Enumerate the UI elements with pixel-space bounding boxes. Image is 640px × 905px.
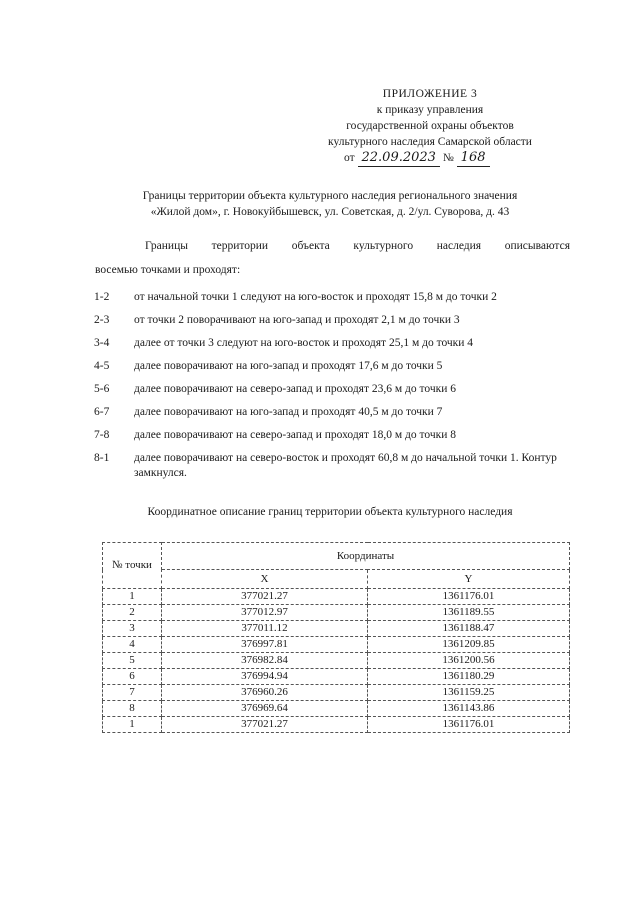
route-item	[94, 405, 584, 420]
y-cell: 1361200.56	[368, 653, 570, 669]
route-description: далее поворачивают на юго-запад и проходят 17,6 м до точки 5	[134, 360, 443, 372]
x-cell: 376960.26	[162, 685, 368, 701]
route-description: далее поворачивают на северо-запад и проходят 18,0 м до точки 8	[134, 429, 456, 441]
x-cell: 377021.27	[162, 717, 368, 733]
route-description: от точки 2 поворачивают на юго-запад и проходят 2,1 м до точки 3	[134, 314, 460, 326]
y-cell: 1361209.85	[368, 637, 570, 653]
boundary-route-list	[94, 290, 584, 489]
x-cell: 377021.27	[162, 589, 368, 605]
y-cell: 1361180.29	[368, 669, 570, 685]
column-header-point: № точки	[103, 543, 162, 589]
point-cell: 4	[103, 637, 162, 653]
intro-line-2: восемью точками и проходят:	[95, 264, 241, 276]
appendix-line-1: к приказу управления	[376, 104, 484, 116]
point-cell: 5	[103, 653, 162, 669]
order-number: 168	[457, 150, 490, 167]
table-row	[103, 685, 570, 701]
route-segment: 6-7	[94, 406, 110, 418]
coordinates-title: Координатное описание границ территории объекта культурного наследия	[147, 506, 513, 518]
route-description: далее поворачивают на северо-запад и проходят 23,6 м до точки 6	[134, 383, 456, 395]
table-row	[103, 605, 570, 621]
column-header-x: X	[162, 570, 368, 589]
caption-line-1: Границы территории объекта культурного наследия регионального значения	[142, 190, 518, 202]
y-cell: 1361188.47	[368, 621, 570, 637]
point-cell: 7	[103, 685, 162, 701]
x-cell: 377011.12	[162, 621, 368, 637]
point-cell: 3	[103, 621, 162, 637]
y-cell: 1361176.01	[368, 589, 570, 605]
route-segment: 7-8	[94, 429, 110, 441]
table-row	[103, 669, 570, 685]
date-prefix: от	[344, 152, 355, 164]
route-item	[94, 428, 584, 443]
y-cell: 1361159.25	[368, 685, 570, 701]
caption-line-2: «Жилой дом», г. Новокуйбышевск, ул. Советская, д. 2/ул. Суворова, д. 43	[150, 206, 510, 218]
route-segment: 8-1	[94, 452, 110, 464]
point-cell: 2	[103, 605, 162, 621]
column-header-coordinates: Координаты	[162, 543, 570, 570]
route-item	[94, 451, 584, 481]
x-cell: 376994.94	[162, 669, 368, 685]
appendix-line-3: культурного наследия Самарской области	[328, 136, 532, 148]
y-cell: 1361176.01	[368, 717, 570, 733]
table-row	[103, 637, 570, 653]
x-cell: 376969.64	[162, 701, 368, 717]
table-row	[103, 701, 570, 717]
table-row	[103, 621, 570, 637]
route-item	[94, 290, 584, 305]
table-row	[103, 589, 570, 605]
route-item	[94, 313, 584, 328]
route-segment: 2-3	[94, 314, 110, 326]
column-header-y: Y	[368, 570, 570, 589]
point-cell: 8	[103, 701, 162, 717]
y-cell: 1361143.86	[368, 701, 570, 717]
route-description: далее от точки 3 следуют на юго-восток и проходят 25,1 м до точки 4	[134, 337, 474, 349]
route-description: далее поворачивают на юго-запад и проходят 40,5 м до точки 7	[134, 406, 443, 418]
route-segment: 5-6	[94, 383, 110, 395]
document-caption	[80, 188, 580, 220]
route-segment: 3-4	[94, 337, 110, 349]
appendix-header	[300, 86, 560, 167]
point-cell: 1	[103, 717, 162, 733]
appendix-title: ПРИЛОЖЕНИЕ 3	[382, 88, 478, 100]
table-row	[103, 653, 570, 669]
y-cell: 1361189.55	[368, 605, 570, 621]
table-row	[103, 717, 570, 733]
route-segment: 4-5	[94, 360, 110, 372]
intro-paragraph	[95, 234, 570, 282]
appendix-date-line	[300, 150, 560, 167]
coordinates-table	[102, 542, 570, 733]
route-segment: 1-2	[94, 291, 110, 303]
route-item	[94, 382, 584, 397]
appendix-line-2: государственной охраны объектов	[346, 120, 514, 132]
intro-line-1: Границы территории объекта культурного наследия описываются	[145, 240, 570, 252]
route-item	[94, 336, 584, 351]
x-cell: 377012.97	[162, 605, 368, 621]
route-description: далее поворачивают на северо-восток и проходят 60,8 м до начальной точки 1. Контур замкнулся.	[134, 452, 557, 479]
number-prefix: №	[442, 152, 454, 164]
route-description: от начальной точки 1 следуют на юго-восток и проходят 15,8 м до точки 2	[134, 291, 497, 303]
order-date: 22.09.2023	[358, 150, 440, 167]
route-item	[94, 359, 584, 374]
x-cell: 376997.81	[162, 637, 368, 653]
point-cell: 1	[103, 589, 162, 605]
x-cell: 376982.84	[162, 653, 368, 669]
point-cell: 6	[103, 669, 162, 685]
